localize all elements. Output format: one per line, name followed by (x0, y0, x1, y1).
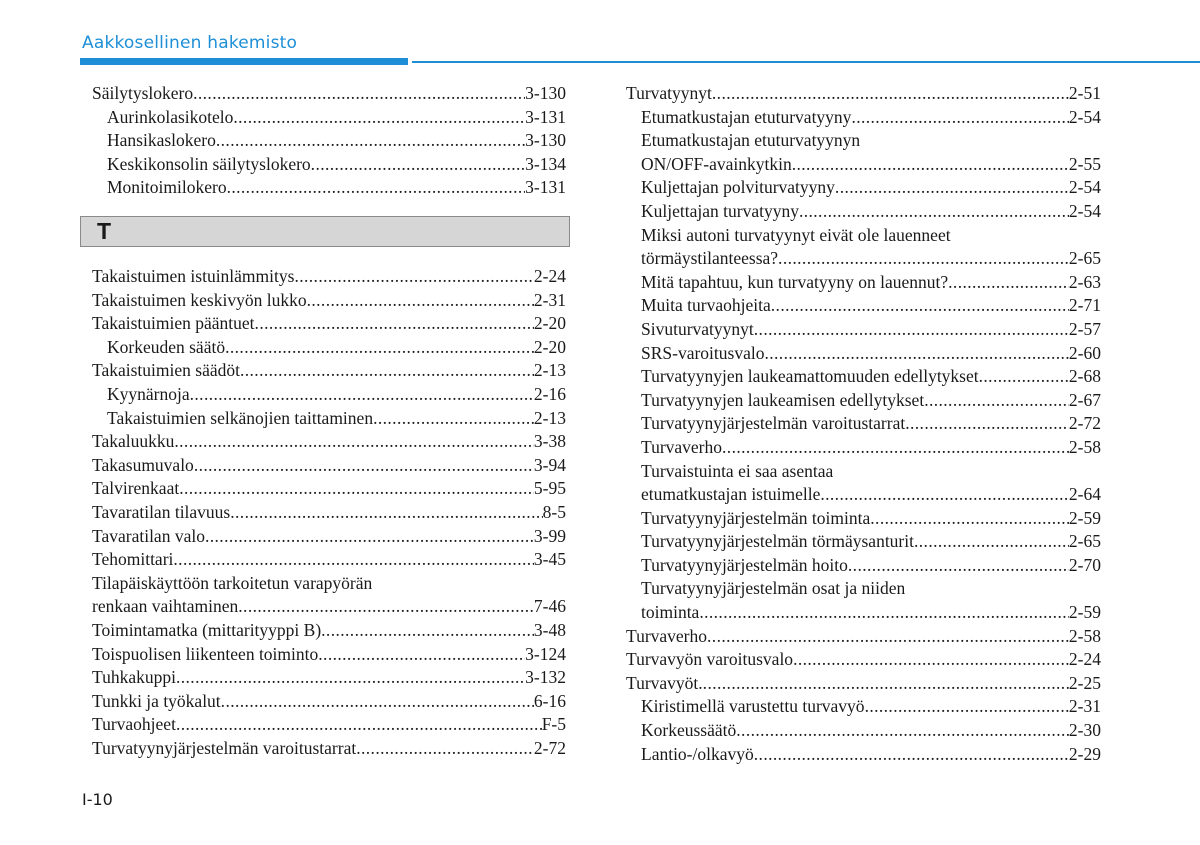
leader-dots (764, 342, 1068, 366)
index-entry (92, 619, 566, 643)
index-entry-label: Korkeuden säätö (107, 336, 226, 357)
index-entry-label: Turvaohjeet (92, 714, 176, 735)
index-entry (92, 454, 566, 478)
index-entry-page: 2-20 (533, 313, 566, 334)
index-entry (626, 176, 1101, 200)
index-entry-label: Muita turvaohjeita (641, 295, 771, 316)
index-entry-label: Turvatyynyt (626, 83, 712, 103)
index-entry-label: Aurinkolasikotelo (107, 106, 234, 127)
index-entry-label: Toispuolisen liikenteen toiminto (92, 643, 319, 664)
index-entry-first-line: Turvatyynyjärjestelmän osat ja niiden (641, 578, 906, 599)
leader-dots (233, 106, 525, 130)
index-entry-page: 2-72 (533, 737, 566, 758)
index-entry (626, 695, 1101, 719)
leader-dots (179, 477, 534, 501)
leader-dots (173, 548, 534, 572)
index-entry (92, 153, 566, 177)
index-entry (626, 318, 1101, 342)
index-entry-label: Kuljettajan polviturvatyyny (641, 177, 835, 198)
index-entry-label: Kiristimellä varustettu turvavyö (641, 696, 865, 717)
leader-dots (905, 412, 1069, 436)
index-entry-label: Talvirenkaat (92, 478, 180, 499)
index-entry-page: 3-45 (533, 549, 566, 570)
index-entry (626, 648, 1101, 672)
index-entry-label: Lantio-/olkavyö (641, 743, 754, 764)
index-entry (92, 595, 566, 619)
index-entry-label: Takaistuimen keskivyön lukko (92, 289, 307, 310)
index-entry-label: Monitoimilokero (107, 177, 227, 198)
leader-dots (771, 294, 1069, 318)
index-entry (92, 525, 566, 549)
leader-dots (255, 312, 534, 336)
leader-dots (793, 648, 1069, 672)
index-entry-page: 2-30 (1068, 720, 1101, 741)
index-entry (92, 737, 566, 761)
index-entry-page: 3-130 (525, 83, 566, 103)
index-entry-label: Säilytyslokero (92, 83, 194, 103)
index-entry-page: 3-48 (533, 619, 566, 640)
index-entry-label: Tunkki ja työkalut (92, 690, 221, 711)
index-entry (92, 407, 566, 431)
index-entry (92, 289, 566, 313)
index-entry (626, 82, 1101, 106)
index-entry (92, 336, 566, 360)
index-entry-label: Sivuturvatyynyt (641, 318, 754, 339)
leader-dots (754, 318, 1069, 342)
leader-dots (174, 430, 534, 454)
index-entry-page: 2-24 (1068, 649, 1101, 670)
index-entry (92, 713, 566, 737)
leader-dots (736, 719, 1069, 743)
leader-dots (924, 389, 1069, 413)
index-entry (626, 412, 1101, 436)
leader-dots (792, 153, 1069, 177)
leader-dots (356, 737, 534, 761)
index-entry-page: 3-131 (525, 106, 566, 127)
leader-dots (190, 383, 534, 407)
index-entry-first-line: Miksi autoni turvatyynyt eivät ole lauenneet (641, 224, 951, 245)
index-entry (626, 365, 1101, 389)
leader-dots (848, 554, 1069, 578)
leader-dots (227, 176, 526, 200)
index-entry-page: 2-16 (533, 383, 566, 404)
leader-dots (754, 743, 1069, 767)
index-entry (92, 690, 566, 714)
index-entry (92, 265, 566, 289)
leader-dots (230, 501, 542, 525)
index-entry (626, 247, 1101, 271)
index-entry-page: 2-65 (1068, 531, 1101, 552)
index-entry-page: 2-13 (533, 407, 566, 428)
index-entry-page: 3-124 (525, 643, 566, 664)
index-entry-label: Kyynärnoja (107, 383, 190, 404)
index-entry-label: Turvaverho (641, 436, 723, 457)
leader-dots (193, 82, 525, 106)
index-entry-page: 3-131 (525, 177, 566, 198)
index-entry-label: Takaistuimien säädöt (92, 360, 240, 381)
index-entry-label: Turvatyynyjen laukeamisen edellytykset (641, 389, 925, 410)
leader-dots (948, 271, 1069, 295)
index-entry-label: Turvaverho (626, 625, 708, 646)
index-entry-label: Tavaratilan tilavuus (92, 501, 231, 522)
index-entry-label: SRS-varoitusvalo (641, 342, 765, 363)
section-letter-box (80, 216, 570, 247)
leader-dots (870, 507, 1069, 531)
index-entry (626, 271, 1101, 295)
index-entry (626, 436, 1101, 460)
leader-dots (238, 595, 534, 619)
index-entry-label: törmäystilanteessa? (641, 248, 779, 269)
leader-dots (914, 530, 1069, 554)
index-entry-label: Tehomittari (92, 549, 174, 570)
leader-dots (979, 365, 1069, 389)
index-entry (626, 106, 1101, 130)
index-entry-label: ON/OFF-avainkytkin (641, 153, 792, 174)
index-entry-page: 2-24 (533, 266, 566, 286)
index-entry (92, 176, 566, 200)
index-entry-page: 2-63 (1068, 271, 1101, 292)
left-column-bottom (92, 265, 566, 760)
page-header-title: Aakkosellinen hakemisto (82, 33, 298, 53)
index-entry-page: 2-55 (1068, 153, 1101, 174)
index-entry-page: 2-54 (1068, 200, 1101, 221)
index-entry-page: 2-51 (1068, 83, 1101, 103)
index-entry (626, 483, 1101, 507)
index-entry-page: 3-94 (533, 454, 566, 475)
index-entry-label: Turvatyynyjärjestelmän varoitustarrat (92, 737, 357, 758)
index-entry (626, 389, 1101, 413)
index-entry (626, 342, 1101, 366)
leader-dots (221, 690, 534, 714)
leader-dots (216, 129, 525, 153)
left-column-top (92, 82, 566, 200)
index-entry-label: Takaistuimen istuinlämmitys (92, 266, 295, 286)
index-entry (626, 625, 1101, 649)
leader-dots (225, 336, 534, 360)
index-entry (92, 643, 566, 667)
index-entry-label: Hansikaslokero (107, 130, 216, 151)
leader-dots (176, 713, 542, 737)
index-entry-page: 3-134 (525, 153, 566, 174)
leader-dots (176, 666, 525, 690)
index-entry-page: 7-46 (533, 596, 566, 617)
index-entry (626, 719, 1101, 743)
index-entry-label: Tavaratilan valo (92, 525, 205, 546)
header-accent-bar (80, 58, 408, 65)
leader-dots (373, 407, 534, 431)
leader-dots (321, 619, 534, 643)
index-entry-label: Toimintamatka (mittarityyppi B) (92, 619, 322, 640)
index-entry (626, 743, 1101, 767)
index-entry-first-line: Turvaistuinta ei saa asentaa (641, 460, 834, 481)
index-entry-page: 2-13 (533, 360, 566, 381)
index-entry (626, 507, 1101, 531)
index-entry-page: 2-65 (1068, 248, 1101, 269)
index-entry-label: Turvatyynyjärjestelmän hoito (641, 554, 848, 575)
leader-dots (835, 176, 1069, 200)
right-column (626, 82, 1101, 766)
page-number: I-10 (82, 790, 113, 809)
index-entry-page: 2-68 (1068, 366, 1101, 387)
index-entry-page: 2-31 (533, 289, 566, 310)
index-entry-label: Takaistuimien pääntuet (92, 313, 255, 334)
leader-dots (820, 483, 1069, 507)
leader-dots (240, 359, 534, 383)
leader-dots (778, 247, 1069, 271)
index-entry-label: renkaan vaihtaminen (92, 596, 239, 617)
index-entry-page: 2-20 (533, 336, 566, 357)
index-entry-page: 3-132 (525, 667, 566, 688)
leader-dots (307, 289, 534, 313)
index-entry (626, 601, 1101, 625)
index-entry (92, 129, 566, 153)
index-entry-page: 2-60 (1068, 342, 1101, 363)
index-entry (92, 548, 566, 572)
index-entry (92, 359, 566, 383)
leader-dots (799, 200, 1069, 224)
index-entry-page: 2-72 (1068, 413, 1101, 434)
leader-dots (851, 106, 1068, 130)
index-entry-page: F-5 (541, 714, 566, 735)
index-entry (626, 554, 1101, 578)
leader-dots (699, 601, 1069, 625)
leader-dots (722, 436, 1069, 460)
index-entry-page: 5-95 (533, 478, 566, 499)
section-letter: T (97, 218, 112, 244)
index-entry-page: 8-5 (542, 501, 566, 522)
leader-dots (703, 672, 1069, 696)
index-entry-label: Korkeussäätö (641, 720, 737, 741)
index-entry-page: 2-67 (1068, 389, 1101, 410)
index-entry-label: Kuljettajan turvatyyny (641, 200, 799, 221)
index-entry-page: 2-25 (1068, 672, 1101, 693)
index-entry-page: 2-54 (1068, 177, 1101, 198)
index-entry-label: Turvatyynyjärjestelmän toiminta (641, 507, 871, 528)
index-entry-label: Etumatkustajan etuturvatyyny (641, 106, 852, 127)
header-rule (412, 61, 1200, 63)
index-entry-page: 2-29 (1068, 743, 1101, 764)
index-entry-label: Turvatyynyjen laukeamattomuuden edellytykset (641, 366, 979, 387)
index-entry-label: Mitä tapahtuu, kun turvatyyny on lauennut? (641, 271, 949, 292)
index-entry (92, 106, 566, 130)
leader-dots (707, 625, 1069, 649)
index-entry-label: Keskikonsolin säilytyslokero (107, 153, 311, 174)
leader-dots (311, 153, 526, 177)
index-entry (92, 82, 566, 106)
index-entry (626, 200, 1101, 224)
index-entry (92, 383, 566, 407)
leader-dots (205, 525, 534, 549)
index-entry-page: 2-59 (1068, 507, 1101, 528)
index-entry-page: 2-57 (1068, 318, 1101, 339)
index-entry-page: 6-16 (533, 690, 566, 711)
index-entry (626, 153, 1101, 177)
index-entry (626, 672, 1101, 696)
index-entry-page: 3-38 (533, 431, 566, 452)
index-entry-label: Turvatyynyjärjestelmän törmäysanturit (641, 531, 914, 552)
index-entry-page: 2-64 (1068, 484, 1101, 505)
leader-dots (194, 454, 534, 478)
index-entry (626, 530, 1101, 554)
index-entry-first-line: Tilapäiskäyttöön tarkoitetun varapyörän (92, 572, 373, 593)
leader-dots (294, 265, 533, 289)
index-entry (92, 430, 566, 454)
index-entry-page: 2-58 (1068, 625, 1101, 646)
index-entry-page: 2-31 (1068, 696, 1101, 717)
index-entry-page: 2-71 (1068, 295, 1101, 316)
index-entry-page: 2-59 (1068, 602, 1101, 623)
index-entry-label: Takaluukku (92, 431, 175, 452)
index-entry-label: Takaistuimien selkänojien taittaminen (107, 407, 374, 428)
index-entry-page: 3-130 (525, 130, 566, 151)
index-entry (92, 666, 566, 690)
index-entry-first-line: Etumatkustajan etuturvatyynyn (641, 130, 861, 151)
index-entry-label: Turvavyön varoitusvalo (626, 649, 794, 670)
leader-dots (318, 643, 525, 667)
index-entry-page: 2-70 (1068, 554, 1101, 575)
index-entry-page: 3-99 (533, 525, 566, 546)
index-entry (626, 294, 1101, 318)
leader-dots (712, 82, 1069, 106)
index-entry-page: 2-58 (1068, 436, 1101, 457)
index-entry-page: 2-54 (1068, 106, 1101, 127)
index-entry-label: Turvavyöt. (626, 672, 703, 693)
index-entry-label: etumatkustajan istuimelle (641, 484, 821, 505)
index-entry-label: Takasumuvalo (92, 454, 194, 475)
index-entry (92, 312, 566, 336)
leader-dots (865, 695, 1069, 719)
index-entry-label: toiminta (641, 602, 700, 623)
index-entry-label: Tuhkakuppi (92, 667, 176, 688)
index-entry-label: Turvatyynyjärjestelmän varoitustarrat (641, 413, 906, 434)
index-entry (92, 477, 566, 501)
index-entry (92, 501, 566, 525)
